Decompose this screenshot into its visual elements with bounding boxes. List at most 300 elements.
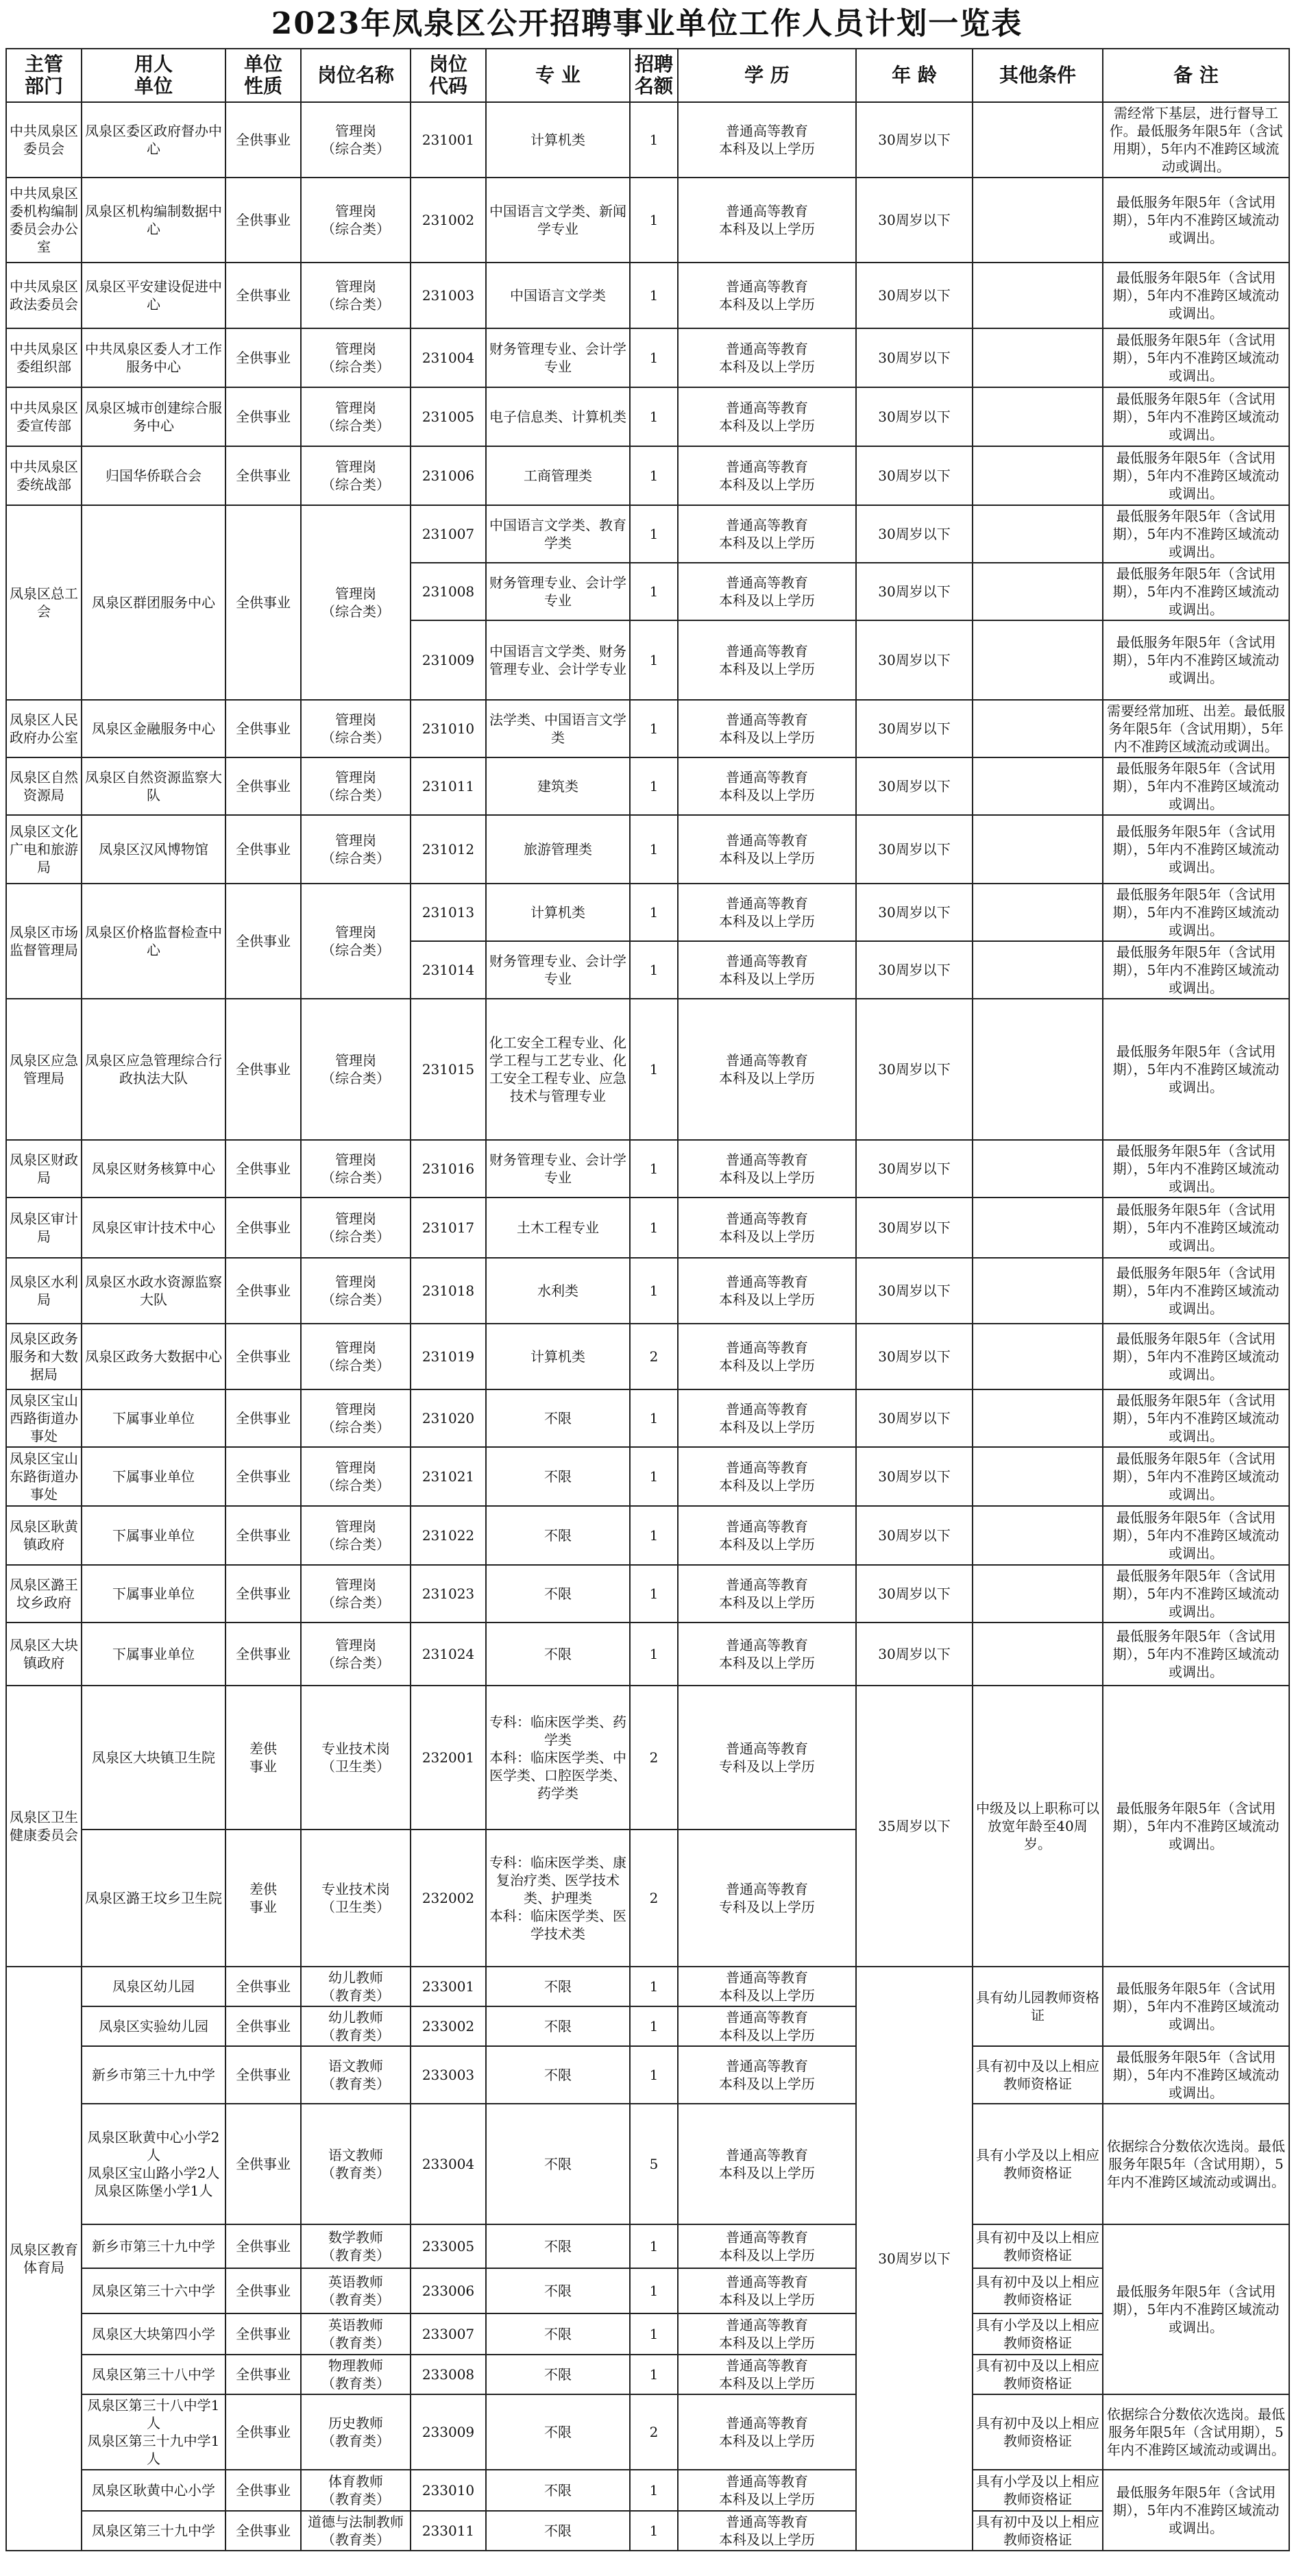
quota-cell: 1 <box>630 263 678 328</box>
unit-cell: 凤泉区价格监督检查中心 <box>82 884 225 999</box>
age-cell: 30周岁以下 <box>856 328 973 387</box>
age-cell: 30周岁以下 <box>856 1389 973 1447</box>
post-cell: 管理岗 （综合类） <box>301 263 411 328</box>
code-cell: 233008 <box>411 2355 486 2394</box>
note-cell: 最低服务年限5年（含试用期），5年内不准跨区域流动或调出。 <box>1103 2046 1289 2104</box>
major-cell: 旅游管理类 <box>486 815 630 884</box>
other-cell <box>973 102 1103 178</box>
code-cell: 233005 <box>411 2224 486 2268</box>
table-row <box>6 815 1289 884</box>
post-cell: 管理岗 （综合类） <box>301 328 411 387</box>
quota-cell: 1 <box>630 446 678 505</box>
nature-cell: 全供事业 <box>225 263 301 328</box>
post-cell: 管理岗 （综合类） <box>301 387 411 446</box>
dept-cell: 凤泉区财政局 <box>6 1140 82 1198</box>
post-cell: 管理岗 （综合类） <box>301 999 411 1140</box>
education-cell: 普通高等教育 本科及以上学历 <box>678 2511 856 2551</box>
major-cell: 不限 <box>486 1447 630 1506</box>
age-cell: 30周岁以下 <box>856 102 973 178</box>
code-cell: 231009 <box>411 620 486 700</box>
table-row <box>6 1198 1289 1258</box>
unit-cell: 凤泉区审计技术中心 <box>82 1198 225 1258</box>
post-cell: 英语教师 （教育类） <box>301 2313 411 2355</box>
nature-cell: 全供事业 <box>225 1258 301 1324</box>
major-cell: 化工安全工程专业、化学工程与工艺专业、化工安全工程专业、应急技术与管理专业 <box>486 999 630 1140</box>
code-cell: 231019 <box>411 1324 486 1389</box>
major-cell: 财务管理专业、会计学专业 <box>486 328 630 387</box>
education-cell: 普通高等教育 本科及以上学历 <box>678 1389 856 1447</box>
nature-cell: 全供事业 <box>225 1198 301 1258</box>
nature-cell: 全供事业 <box>225 815 301 884</box>
code-cell: 233011 <box>411 2511 486 2551</box>
note-cell: 最低服务年限5年（含试用期），5年内不准跨区域流动或调出。 <box>1103 1686 1289 1967</box>
note-cell: 最低服务年限5年（含试用期），5年内不准跨区域流动或调出。 <box>1103 1324 1289 1389</box>
header-cell: 年 龄 <box>856 49 973 102</box>
code-cell: 232002 <box>411 1830 486 1967</box>
note-cell: 最低服务年限5年（含试用期），5年内不准跨区域流动或调出。 <box>1103 387 1289 446</box>
age-cell: 30周岁以下 <box>856 700 973 757</box>
education-cell: 普通高等教育 本科及以上学历 <box>678 700 856 757</box>
quota-cell: 1 <box>630 941 678 999</box>
major-cell: 不限 <box>486 2006 630 2046</box>
education-cell: 普通高等教育 本科及以上学历 <box>678 2006 856 2046</box>
education-cell: 普通高等教育 本科及以上学历 <box>678 757 856 815</box>
nature-cell: 全供事业 <box>225 446 301 505</box>
nature-cell: 全供事业 <box>225 2394 301 2470</box>
note-cell: 最低服务年限5年（含试用期），5年内不准跨区域流动或调出。 <box>1103 1140 1289 1198</box>
nature-cell: 全供事业 <box>225 328 301 387</box>
note-cell: 最低服务年限5年（含试用期），5年内不准跨区域流动或调出。 <box>1103 1389 1289 1447</box>
major-cell: 不限 <box>486 1565 630 1623</box>
unit-cell: 凤泉区水政水资源监察大队 <box>82 1258 225 1324</box>
post-cell: 管理岗 （综合类） <box>301 815 411 884</box>
quota-cell: 1 <box>630 1565 678 1623</box>
nature-cell: 全供事业 <box>225 102 301 178</box>
education-cell: 普通高等教育 本科及以上学历 <box>678 999 856 1140</box>
unit-cell: 下属事业单位 <box>82 1623 225 1686</box>
note-cell: 最低服务年限5年（含试用期），5年内不准跨区域流动或调出。 <box>1103 1623 1289 1686</box>
dept-cell: 凤泉区自然资源局 <box>6 757 82 815</box>
nature-cell: 全供事业 <box>225 2268 301 2313</box>
table-row <box>6 1140 1289 1198</box>
other-cell: 中级及以上职称可以放宽年龄至40周岁。 <box>973 1686 1103 1967</box>
education-cell: 普通高等教育 本科及以上学历 <box>678 2394 856 2470</box>
other-cell <box>973 884 1103 941</box>
major-cell: 不限 <box>486 1506 630 1565</box>
code-cell: 231016 <box>411 1140 486 1198</box>
other-cell <box>973 505 1103 563</box>
table-row <box>6 263 1289 328</box>
age-cell: 30周岁以下 <box>856 1324 973 1389</box>
quota-cell: 1 <box>630 2355 678 2394</box>
code-cell: 232001 <box>411 1686 486 1830</box>
code-cell: 231014 <box>411 941 486 999</box>
table-row <box>6 1565 1289 1623</box>
header-cell: 用人 单位 <box>82 49 225 102</box>
unit-cell: 凤泉区平安建设促进中心 <box>82 263 225 328</box>
age-cell: 30周岁以下 <box>856 757 973 815</box>
nature-cell: 全供事业 <box>225 1967 301 2006</box>
major-cell: 计算机类 <box>486 102 630 178</box>
education-cell: 普通高等教育 本科及以上学历 <box>678 1140 856 1198</box>
unit-cell: 下属事业单位 <box>82 1389 225 1447</box>
header-cell: 专 业 <box>486 49 630 102</box>
major-cell: 不限 <box>486 1623 630 1686</box>
age-cell: 30周岁以下 <box>856 1967 973 2551</box>
note-cell: 最低服务年限5年（含试用期），5年内不准跨区域流动或调出。 <box>1103 999 1289 1140</box>
quota-cell: 1 <box>630 1506 678 1565</box>
note-cell: 需要经常加班、出差。最低服务年限5年（含试用期），5年内不准跨区域流动或调出。 <box>1103 700 1289 757</box>
nature-cell: 全供事业 <box>225 1447 301 1506</box>
age-cell: 30周岁以下 <box>856 1258 973 1324</box>
post-cell: 语文教师 （教育类） <box>301 2104 411 2224</box>
nature-cell: 全供事业 <box>225 2104 301 2224</box>
note-cell: 最低服务年限5年（含试用期），5年内不准跨区域流动或调出。 <box>1103 2224 1289 2394</box>
table-row <box>6 700 1289 757</box>
unit-cell: 凤泉区汉风博物馆 <box>82 815 225 884</box>
header-row <box>6 49 1289 102</box>
note-cell: 最低服务年限5年（含试用期），5年内不准跨区域流动或调出。 <box>1103 620 1289 700</box>
note-cell: 最低服务年限5年（含试用期），5年内不准跨区域流动或调出。 <box>1103 328 1289 387</box>
code-cell: 231006 <box>411 446 486 505</box>
quota-cell: 1 <box>630 1623 678 1686</box>
post-cell: 管理岗 （综合类） <box>301 1324 411 1389</box>
table-row <box>6 1623 1289 1686</box>
post-cell: 管理岗 （综合类） <box>301 1258 411 1324</box>
unit-cell: 凤泉区潞王坟乡卫生院 <box>82 1830 225 1967</box>
other-cell <box>973 757 1103 815</box>
major-cell: 建筑类 <box>486 757 630 815</box>
dept-cell: 凤泉区教育体育局 <box>6 1967 82 2551</box>
code-cell: 231023 <box>411 1565 486 1623</box>
table-row <box>6 2355 1289 2394</box>
nature-cell: 全供事业 <box>225 2046 301 2104</box>
header-cell: 备 注 <box>1103 49 1289 102</box>
quota-cell: 1 <box>630 2046 678 2104</box>
quota-cell: 1 <box>630 2470 678 2511</box>
age-cell: 30周岁以下 <box>856 178 973 263</box>
education-cell: 普通高等教育 本科及以上学历 <box>678 446 856 505</box>
education-cell: 普通高等教育 本科及以上学历 <box>678 2313 856 2355</box>
education-cell: 普通高等教育 本科及以上学历 <box>678 263 856 328</box>
quota-cell: 1 <box>630 1198 678 1258</box>
quota-cell: 2 <box>630 1686 678 1830</box>
unit-cell: 新乡市第三十九中学 <box>82 2224 225 2268</box>
dept-cell: 凤泉区总工会 <box>6 505 82 700</box>
major-cell: 中国语言文学类、新闻学专业 <box>486 178 630 263</box>
other-cell <box>973 263 1103 328</box>
other-cell <box>973 178 1103 263</box>
quota-cell: 1 <box>630 387 678 446</box>
nature-cell: 全供事业 <box>225 505 301 700</box>
table-row <box>6 446 1289 505</box>
note-cell: 最低服务年限5年（含试用期），5年内不准跨区域流动或调出。 <box>1103 1258 1289 1324</box>
other-cell: 具有初中及以上相应教师资格证 <box>973 2511 1103 2551</box>
age-cell: 30周岁以下 <box>856 1447 973 1506</box>
unit-cell: 凤泉区耿黄中心小学2人 凤泉区宝山路小学2人 凤泉区陈堡小学1人 <box>82 2104 225 2224</box>
note-cell: 最低服务年限5年（含试用期），5年内不准跨区域流动或调出。 <box>1103 263 1289 328</box>
quota-cell: 1 <box>630 2511 678 2551</box>
major-cell: 财务管理专业、会计学专业 <box>486 941 630 999</box>
code-cell: 233010 <box>411 2470 486 2511</box>
post-cell: 管理岗 （综合类） <box>301 1140 411 1198</box>
code-cell: 231001 <box>411 102 486 178</box>
education-cell: 普通高等教育 本科及以上学历 <box>678 1506 856 1565</box>
post-cell: 专业技术岗 （卫生类） <box>301 1830 411 1967</box>
dept-cell: 中共凤泉区委组织部 <box>6 328 82 387</box>
code-cell: 231015 <box>411 999 486 1140</box>
unit-cell: 凤泉区金融服务中心 <box>82 700 225 757</box>
note-cell: 最低服务年限5年（含试用期），5年内不准跨区域流动或调出。 <box>1103 1506 1289 1565</box>
major-cell: 财务管理专业、会计学专业 <box>486 563 630 620</box>
unit-cell: 凤泉区实验幼儿园 <box>82 2006 225 2046</box>
age-cell: 30周岁以下 <box>856 1623 973 1686</box>
unit-cell: 凤泉区政务大数据中心 <box>82 1324 225 1389</box>
education-cell: 普通高等教育 本科及以上学历 <box>678 2355 856 2394</box>
unit-cell: 下属事业单位 <box>82 1565 225 1623</box>
header-cell: 其他条件 <box>973 49 1103 102</box>
note-cell: 最低服务年限5年（含试用期），5年内不准跨区域流动或调出。 <box>1103 2470 1289 2551</box>
education-cell: 普通高等教育 本科及以上学历 <box>678 941 856 999</box>
unit-cell: 凤泉区大块镇卫生院 <box>82 1686 225 1830</box>
table-row <box>6 1447 1289 1506</box>
unit-cell: 凤泉区第三十八中学 <box>82 2355 225 2394</box>
age-cell: 30周岁以下 <box>856 446 973 505</box>
unit-cell: 凤泉区第三十八中学1人 凤泉区第三十九中学1人 <box>82 2394 225 2470</box>
other-cell: 具有初中及以上相应教师资格证 <box>973 2046 1103 2104</box>
table-row <box>6 505 1289 563</box>
age-cell: 30周岁以下 <box>856 1565 973 1623</box>
nature-cell: 全供事业 <box>225 2224 301 2268</box>
code-cell: 231021 <box>411 1447 486 1506</box>
quota-cell: 1 <box>630 1447 678 1506</box>
header-cell: 学 历 <box>678 49 856 102</box>
age-cell: 35周岁以下 <box>856 1686 973 1967</box>
other-cell <box>973 1324 1103 1389</box>
unit-cell: 归国华侨联合会 <box>82 446 225 505</box>
code-cell: 231010 <box>411 700 486 757</box>
table-row <box>6 1686 1289 1830</box>
dept-cell: 凤泉区水利局 <box>6 1258 82 1324</box>
dept-cell: 凤泉区宝山西路街道办事处 <box>6 1389 82 1447</box>
code-cell: 231013 <box>411 884 486 941</box>
nature-cell: 差供 事业 <box>225 1830 301 1967</box>
quota-cell: 1 <box>630 757 678 815</box>
quota-cell: 1 <box>630 563 678 620</box>
major-cell: 水利类 <box>486 1258 630 1324</box>
nature-cell: 差供 事业 <box>225 1686 301 1830</box>
table-row <box>6 2511 1289 2551</box>
education-cell: 普通高等教育 本科及以上学历 <box>678 1447 856 1506</box>
age-cell: 30周岁以下 <box>856 505 973 563</box>
unit-cell: 下属事业单位 <box>82 1506 225 1565</box>
quota-cell: 1 <box>630 505 678 563</box>
nature-cell: 全供事业 <box>225 2006 301 2046</box>
major-cell: 电子信息类、计算机类 <box>486 387 630 446</box>
dept-cell: 凤泉区耿黄镇政府 <box>6 1506 82 1565</box>
code-cell: 231012 <box>411 815 486 884</box>
table-row <box>6 1258 1289 1324</box>
code-cell: 231008 <box>411 563 486 620</box>
post-cell: 物理教师 （教育类） <box>301 2355 411 2394</box>
table-row <box>6 2046 1289 2104</box>
note-cell: 需经常下基层，进行督导工作。最低服务年限5年（含试用期），5年内不准跨区域流动或调出。 <box>1103 102 1289 178</box>
table-row <box>6 2224 1289 2268</box>
table-row <box>6 328 1289 387</box>
other-cell <box>973 1140 1103 1198</box>
dept-cell: 凤泉区审计局 <box>6 1198 82 1258</box>
education-cell: 普通高等教育 本科及以上学历 <box>678 102 856 178</box>
nature-cell: 全供事业 <box>225 2511 301 2551</box>
table-row <box>6 757 1289 815</box>
table-row <box>6 1967 1289 2006</box>
quota-cell: 1 <box>630 620 678 700</box>
unit-cell: 新乡市第三十九中学 <box>82 2046 225 2104</box>
quota-cell: 1 <box>630 815 678 884</box>
nature-cell: 全供事业 <box>225 1506 301 1565</box>
other-cell: 具有小学及以上相应教师资格证 <box>973 2313 1103 2355</box>
other-cell <box>973 1506 1103 1565</box>
code-cell: 231004 <box>411 328 486 387</box>
code-cell: 233006 <box>411 2268 486 2313</box>
major-cell: 不限 <box>486 2104 630 2224</box>
table-row <box>6 178 1289 263</box>
unit-cell: 凤泉区自然资源监察大队 <box>82 757 225 815</box>
quota-cell: 1 <box>630 999 678 1140</box>
table-row <box>6 999 1289 1140</box>
quota-cell: 1 <box>630 2224 678 2268</box>
unit-cell: 凤泉区群团服务中心 <box>82 505 225 700</box>
code-cell: 231005 <box>411 387 486 446</box>
other-cell: 具有初中及以上相应教师资格证 <box>973 2224 1103 2268</box>
major-cell: 不限 <box>486 1967 630 2006</box>
age-cell: 30周岁以下 <box>856 387 973 446</box>
code-cell: 233004 <box>411 2104 486 2224</box>
quota-cell: 1 <box>630 1258 678 1324</box>
nature-cell: 全供事业 <box>225 1623 301 1686</box>
code-cell: 233002 <box>411 2006 486 2046</box>
major-cell: 财务管理专业、会计学专业 <box>486 1140 630 1198</box>
quota-cell: 1 <box>630 2268 678 2313</box>
code-cell: 231018 <box>411 1258 486 1324</box>
education-cell: 普通高等教育 本科及以上学历 <box>678 2046 856 2104</box>
header-cell: 岗位名称 <box>301 49 411 102</box>
nature-cell: 全供事业 <box>225 700 301 757</box>
quota-cell: 1 <box>630 102 678 178</box>
nature-cell: 全供事业 <box>225 757 301 815</box>
age-cell: 30周岁以下 <box>856 815 973 884</box>
note-cell: 最低服务年限5年（含试用期），5年内不准跨区域流动或调出。 <box>1103 1967 1289 2046</box>
age-cell: 30周岁以下 <box>856 1506 973 1565</box>
other-cell <box>973 1447 1103 1506</box>
unit-cell: 凤泉区财务核算中心 <box>82 1140 225 1198</box>
other-cell: 具有小学及以上相应教师资格证 <box>973 2104 1103 2224</box>
note-cell: 最低服务年限5年（含试用期），5年内不准跨区域流动或调出。 <box>1103 1198 1289 1258</box>
other-cell <box>973 1565 1103 1623</box>
note-cell: 依据综合分数依次选岗。最低服务年限5年（含试用期），5年内不准跨区域流动或调出。 <box>1103 2104 1289 2224</box>
post-cell: 管理岗 （综合类） <box>301 700 411 757</box>
note-cell: 最低服务年限5年（含试用期），5年内不准跨区域流动或调出。 <box>1103 815 1289 884</box>
major-cell: 不限 <box>486 2355 630 2394</box>
other-cell <box>973 999 1103 1140</box>
post-cell: 管理岗 （综合类） <box>301 1565 411 1623</box>
table-row <box>6 2104 1289 2224</box>
major-cell: 不限 <box>486 2394 630 2470</box>
other-cell: 具有初中及以上相应教师资格证 <box>973 2268 1103 2313</box>
post-cell: 管理岗 （综合类） <box>301 1623 411 1686</box>
unit-cell: 下属事业单位 <box>82 1447 225 1506</box>
code-cell: 233001 <box>411 1967 486 2006</box>
note-cell: 最低服务年限5年（含试用期），5年内不准跨区域流动或调出。 <box>1103 941 1289 999</box>
dept-cell: 凤泉区应急管理局 <box>6 999 82 1140</box>
education-cell: 普通高等教育 本科及以上学历 <box>678 563 856 620</box>
quota-cell: 1 <box>630 1967 678 2006</box>
table-row <box>6 1389 1289 1447</box>
major-cell: 计算机类 <box>486 1324 630 1389</box>
other-cell <box>973 941 1103 999</box>
quota-cell: 1 <box>630 1389 678 1447</box>
other-cell <box>973 1623 1103 1686</box>
quota-cell: 5 <box>630 2104 678 2224</box>
quota-cell: 2 <box>630 1324 678 1389</box>
recruitment-table <box>5 48 1290 2551</box>
code-cell: 233003 <box>411 2046 486 2104</box>
code-cell: 231007 <box>411 505 486 563</box>
code-cell: 233007 <box>411 2313 486 2355</box>
table-row <box>6 387 1289 446</box>
post-cell: 管理岗 （综合类） <box>301 178 411 263</box>
post-cell: 幼儿教师 （教育类） <box>301 2006 411 2046</box>
nature-cell: 全供事业 <box>225 884 301 999</box>
post-cell: 幼儿教师 （教育类） <box>301 1967 411 2006</box>
post-cell: 管理岗 （综合类） <box>301 884 411 999</box>
post-cell: 管理岗 （综合类） <box>301 102 411 178</box>
education-cell: 普通高等教育 本科及以上学历 <box>678 1198 856 1258</box>
quota-cell: 1 <box>630 884 678 941</box>
age-cell: 30周岁以下 <box>856 884 973 941</box>
other-cell <box>973 328 1103 387</box>
note-cell: 最低服务年限5年（含试用期），5年内不准跨区域流动或调出。 <box>1103 446 1289 505</box>
note-cell: 最低服务年限5年（含试用期），5年内不准跨区域流动或调出。 <box>1103 1447 1289 1506</box>
other-cell: 具有小学及以上相应教师资格证 <box>973 2470 1103 2511</box>
dept-cell: 凤泉区人民政府办公室 <box>6 700 82 757</box>
unit-cell: 凤泉区第三十九中学 <box>82 2511 225 2551</box>
age-cell: 30周岁以下 <box>856 1198 973 1258</box>
major-cell: 计算机类 <box>486 884 630 941</box>
unit-cell: 凤泉区幼儿园 <box>82 1967 225 2006</box>
post-cell: 历史教师 （教育类） <box>301 2394 411 2470</box>
major-cell: 中国语言文学类、财务管理专业、会计学专业 <box>486 620 630 700</box>
education-cell: 普通高等教育 本科及以上学历 <box>678 620 856 700</box>
education-cell: 普通高等教育 本科及以上学历 <box>678 884 856 941</box>
education-cell: 普通高等教育 本科及以上学历 <box>678 2268 856 2313</box>
major-cell: 专科：临床医学类、康复治疗类、医学技术类、护理类 本科：临床医学类、医学技术类 <box>486 1830 630 1967</box>
education-cell: 普通高等教育 本科及以上学历 <box>678 1258 856 1324</box>
code-cell: 233009 <box>411 2394 486 2470</box>
nature-cell: 全供事业 <box>225 387 301 446</box>
education-cell: 普通高等教育 本科及以上学历 <box>678 1565 856 1623</box>
major-cell: 法学类、中国语言文学类 <box>486 700 630 757</box>
post-cell: 语文教师 （教育类） <box>301 2046 411 2104</box>
unit-cell: 凤泉区委区政府督办中心 <box>82 102 225 178</box>
unit-cell: 凤泉区机构编制数据中心 <box>82 178 225 263</box>
dept-cell: 凤泉区大块镇政府 <box>6 1623 82 1686</box>
education-cell: 普通高等教育 本科及以上学历 <box>678 2104 856 2224</box>
education-cell: 普通高等教育 本科及以上学历 <box>678 505 856 563</box>
dept-cell: 中共凤泉区委统战部 <box>6 446 82 505</box>
nature-cell: 全供事业 <box>225 999 301 1140</box>
other-cell <box>973 620 1103 700</box>
